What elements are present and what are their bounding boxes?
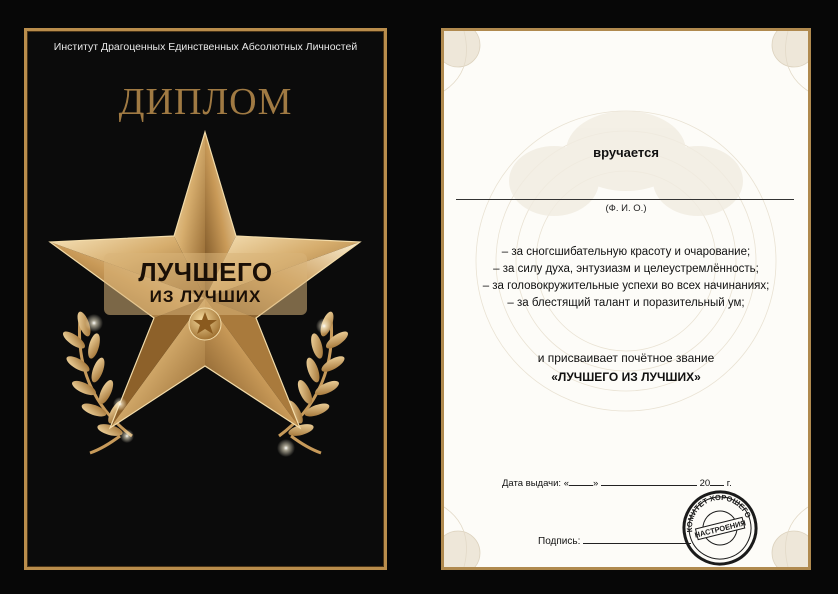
star-text-line1: ЛУЧШЕГО <box>138 257 273 287</box>
date-mid: » <box>593 478 599 489</box>
laurel-right-icon <box>279 310 351 453</box>
diploma-inner-page <box>441 28 811 570</box>
year-suffix: г. <box>726 478 732 489</box>
reasons-list <box>444 244 808 312</box>
stamp-top-text: КОМИТЕТ ХОРОШЕГО <box>684 492 753 533</box>
stamp-bottom-text: НАСТРОЕНИЯ <box>693 518 747 540</box>
diploma-title: ДИПЛОМ <box>118 81 293 123</box>
diploma-cover <box>24 28 387 570</box>
year-prefix: 20 <box>699 478 711 489</box>
reason-item: – за силу духа, энтузиазм и целеустремлённость; <box>493 263 759 275</box>
star-text-line2: ИЗ ЛУЧШИХ <box>149 287 262 306</box>
award-title: «ЛУЧШЕГО ИЗ ЛУЧШИХ» <box>551 370 701 384</box>
assigns-text: и присваивает почётное звание <box>537 351 715 365</box>
reason-item: – за сногсшибательную красоту и очарование; <box>501 246 751 258</box>
signature-blank <box>583 534 691 544</box>
signature-row <box>538 534 691 547</box>
institute-name: Институт Драгоценных Единственных Абсолютных Личностей <box>53 41 358 53</box>
stamp-icon <box>680 488 760 568</box>
fio-hint: (Ф. И. О.) <box>605 203 647 214</box>
name-line <box>456 199 794 200</box>
awarded-to-label: вручается <box>593 145 659 160</box>
small-star-icon <box>189 308 221 340</box>
reason-item: – за блестящий талант и поразительный ум; <box>507 297 745 309</box>
month-blank <box>601 476 697 486</box>
year-blank <box>710 476 724 486</box>
date-label: Дата выдачи: « <box>502 478 569 489</box>
reason-item: – за головокружительные успехи во всех начинаниях; <box>482 280 770 292</box>
day-blank <box>569 476 593 486</box>
signature-label: Подпись: <box>538 536 581 547</box>
